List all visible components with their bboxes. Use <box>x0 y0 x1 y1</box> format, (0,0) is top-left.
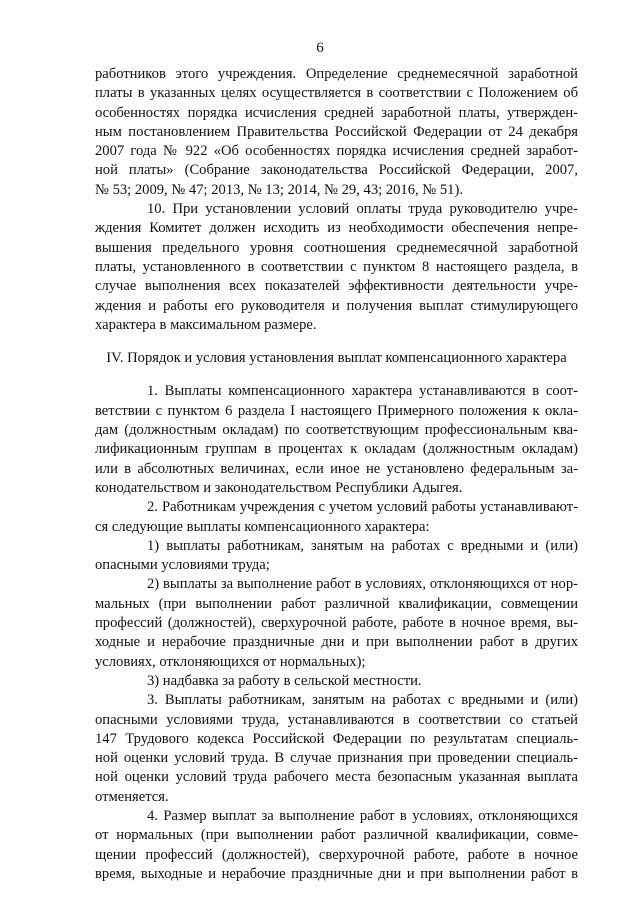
text-line: работников этого учреждения. Определение среднемесячной заработной <box>95 66 578 82</box>
text-line: № 53; 2009, № 47; 2013, № 13; 2014, № 29, 43; 2016, № 51). <box>95 181 463 198</box>
text-line: характера в максимальном размере. <box>95 316 317 333</box>
text-line: время, выходные и нерабочие праздничные дни и при выполнении работ в <box>95 865 578 882</box>
text-line: 2007 года № 922 «Об особенностях порядка исчисления средней заработ- <box>95 143 578 160</box>
section-gap <box>95 335 578 349</box>
text-line: 3) надбавка за работу в сельской местности. <box>147 672 422 689</box>
text-line: мальных (при выполнении работ различной квалификации, совмещении <box>95 595 578 612</box>
text-line: дам (должностным окладам) по соответствующим профессиональным ква- <box>95 422 578 439</box>
text-line: 1) выплаты работникам, занятым на работах с вредными и (или) <box>147 537 578 554</box>
text-line: профессий (должностей), сверхурочной работе, работе в ночное время, вы- <box>95 615 578 632</box>
text-line: ной оценки условий труда. В случае признания при проведении специаль- <box>95 750 578 767</box>
text-line: 10. При установлении условий оплаты труда руководителю учре- <box>147 201 578 218</box>
paragraph <box>95 382 578 498</box>
text-line: 2) выплаты за выполнение работ в условиях, отклоняющихся от нор- <box>147 576 578 593</box>
paragraph <box>95 575 578 671</box>
text-line: опасными условиями труда; <box>95 557 270 574</box>
text-line: платы в указанных целях осуществляется в соответствии с Положением об <box>95 85 578 102</box>
document-body <box>95 65 578 884</box>
text-line: особенностях порядка исчисления средней заработной платы, утвержден- <box>95 104 578 121</box>
text-line: 4. Размер выплат за выполнение работ в условиях, отклоняющихся <box>147 807 578 824</box>
page-number: 6 <box>316 40 324 56</box>
text-line: ся следующие выплаты компенсационного характера: <box>95 518 430 535</box>
paragraph <box>95 200 578 335</box>
text-line: вышения предельного уровня соотношения среднемесячной заработной <box>95 239 578 256</box>
text-line: ходные и нерабочие праздничные дни и при выполнении работ в других <box>95 634 578 651</box>
text-line: от нормальных (при выполнении работ различной квалификации, совме- <box>95 827 578 844</box>
section-gap <box>95 368 578 382</box>
text-line: отменяется. <box>95 788 169 805</box>
paragraph <box>95 65 578 200</box>
text-line: конодательством и законодательством Республики Адыгея. <box>95 479 463 496</box>
text-line: условиях, отклоняющихся от нормальных); <box>95 653 366 670</box>
text-line: ным постановлением Правительства Российской Федерации от 24 декабря <box>95 123 578 140</box>
paragraph <box>95 537 578 576</box>
text-line: ной платы» (Собрание законодательства Российской Федерации, 2007, <box>95 162 578 179</box>
text-line: 3. Выплаты работникам, занятым на работах с вредными и (или) <box>147 692 578 709</box>
text-line: ждения и работы его руководителя и получения выплат стимулирующего <box>95 297 578 314</box>
text-line: опасными условиями труда, устанавливаются в соответствии со статьей <box>95 711 578 728</box>
paragraph <box>95 672 578 691</box>
text-line: щении профессий (должностей), сверхурочной работе, работе в ночное <box>95 846 578 863</box>
text-line: 1. Выплаты компенсационного характера устанавливаются в соот- <box>147 383 578 400</box>
paragraph <box>95 691 578 807</box>
paragraph <box>95 807 578 884</box>
section-heading: IV. Порядок и условия установления выплат компенсационного характера <box>106 350 567 367</box>
text-line: или в абсолютных величинах, если иное не установлено федеральным за- <box>95 460 578 477</box>
text-line: платы, установленного в соответствии с пунктом 8 настоящего раздела, в <box>95 258 578 275</box>
text-line: 147 Трудового кодекса Российской Федерации по результатам специаль- <box>95 730 578 747</box>
text-line: случае выполнения всех показателей эффективности деятельности учре- <box>95 278 578 295</box>
paragraph <box>95 498 578 537</box>
text-line: 2. Работникам учреждения с учетом условий работы устанавливают- <box>147 499 578 516</box>
text-line: ной оценки условий труда рабочего места безопасным указанная выплата <box>95 769 578 786</box>
text-line: лификационным группам в процентах к окладам (должностным окладам) <box>95 441 578 458</box>
text-line: ветствии с пунктом 6 раздела I настоящего Примерного положения к окла- <box>95 402 578 419</box>
text-line: ждения Комитет должен исходить из необходимости обеспечения непре- <box>95 220 578 237</box>
